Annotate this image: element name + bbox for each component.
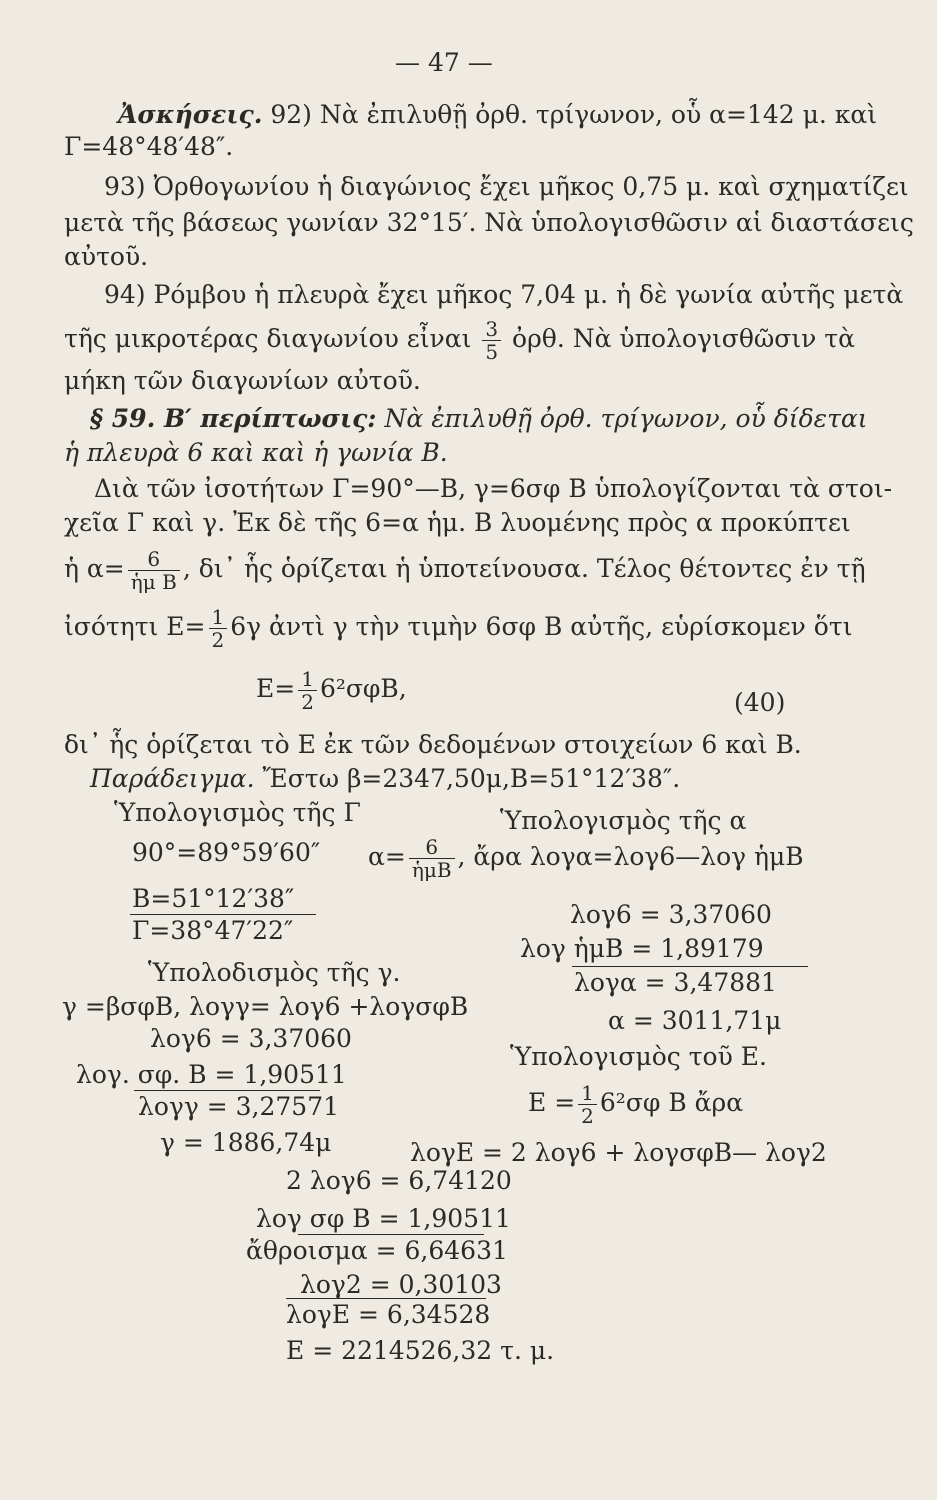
alpha-log-formula: , ἄρα λογα=λογ6—λογ ἡμB (457, 842, 804, 871)
calc-rule (572, 966, 808, 967)
calc-rule (298, 1234, 484, 1235)
paragraph-line-4-rest: 6γ ἀντὶ γ τὴν τιμὴν 6σφ B αὐτῆς, εὑρίσκομεν ὅτι (230, 612, 853, 641)
fraction-numerator: 6 (128, 548, 180, 571)
calc-gamma-cap-result: Γ=38°47′22″ (132, 916, 294, 945)
calc-log-gamma: λογγ = 3,27571 (138, 1092, 340, 1121)
exercise-93-line-2: μετὰ τῆς βάσεως γωνίαν 32°15′. Νὰ ὑπολογισθῶσιν αἱ διαστάσεις (64, 208, 914, 237)
exercise-92-text: 92) Νὰ ἐπιλυθῇ ὀρθ. τρίγωνον, οὗ α=142 μ. καὶ (270, 100, 878, 129)
calc-rule (134, 1090, 320, 1091)
calc-E-heading: Ὑπολογισμὸς τοῦ E. (510, 1042, 767, 1071)
exercise-94-line-1: 94) Ρόμβου ἡ πλευρὰ ἔχει μῆκος 7,04 μ. ἡ δὲ γωνία αὐτῆς μετὰ (104, 280, 904, 309)
calc-log-sinB: λογ ἡμB = 1,89179 (520, 934, 764, 963)
calc-gamma-formula: γ =βσφB, λογγ= λογ6 +λογσφB (62, 992, 469, 1021)
fraction-denominator: ἡμ B (130, 570, 177, 594)
calc-row-5: λογE = 6,34528 (286, 1300, 491, 1329)
equation-number: (40) (734, 688, 786, 717)
section-59-statement: Νὰ ἐπιλυθῇ ὀρθ. τρίγωνον, οὗ δίδεται (384, 404, 868, 433)
section-59-statement-2: ἡ πλευρὰ 6 καὶ καὶ ἡ γωνία B. (64, 438, 448, 467)
calc-log-b: λογ6 = 3,37060 (570, 900, 772, 929)
calc-gamma-heading: Ὑπολοδισμὸς τῆς γ. (148, 958, 401, 987)
paragraph-line-1: Διὰ τῶν ἰσοτήτων Γ=90°—B, γ=6σφ B ὑπολογίζονται τὰ στοι- (94, 474, 893, 503)
fraction-three-fifths (482, 318, 501, 363)
formula-40 (256, 668, 407, 713)
calc-row-2: λογ σφ B = 1,90511 (256, 1204, 511, 1233)
calc-row-3: ἄθροισμα = 6,64631 (246, 1236, 508, 1265)
equality-E: ἰσότητι E= (64, 612, 206, 641)
fraction-numerator: 3 (482, 318, 501, 341)
section-59-heading (90, 404, 868, 434)
fraction-one-half (209, 606, 228, 651)
paragraph-line-3 (64, 548, 866, 593)
calc-rule (130, 914, 316, 915)
exercise-93-line-3: αὐτοῦ. (64, 242, 149, 271)
calc-logE-formula: λογE = 2 λογ6 + λογσφB— λογ2 (410, 1138, 827, 1167)
calc-row-4: λογ2 = 0,30103 (300, 1270, 502, 1299)
calc-row-1: 2 λογ6 = 6,74120 (286, 1166, 512, 1195)
calc-log-alpha: λογα = 3,47881 (574, 968, 777, 997)
calc-alpha-value: α = 3011,71μ (608, 1006, 782, 1035)
calc-gamma-cap-heading: Ὑπολογισμὸς τῆς Γ (114, 798, 361, 827)
exercise-94-line-3: μήκη τῶν διαγωνίων αὐτοῦ. (64, 366, 421, 395)
exercise-92-line-1 (118, 100, 877, 130)
fraction-denominator: 5 (485, 340, 499, 364)
exercise-92-line-2: Γ=48°48′48″. (64, 132, 234, 161)
fraction-6-over-sinB (409, 836, 455, 881)
fraction-numerator: 1 (209, 606, 228, 629)
alpha-eq: α= (368, 842, 406, 871)
calc-B-line: B=51°12′38″ (132, 884, 295, 913)
calc-alpha-formula (368, 836, 804, 881)
paragraph-line-5: δι᾽ ἧς ὁρίζεται τὸ E ἐκ τῶν δεδομένων στοιχείων 6 καὶ B. (64, 730, 802, 759)
fraction-denominator: 2 (581, 1104, 594, 1128)
exercise-94-text-b: ὀρθ. Νὰ ὑπολογισθῶσιν τὰ (512, 324, 855, 353)
calc-row-6: E = 2214526,32 τ. μ. (286, 1336, 555, 1365)
fraction-denominator: 2 (211, 628, 225, 652)
example-text: Ἔστω β=2347,50μ,B=51°12′38″. (262, 764, 681, 793)
fraction-numerator: 1 (298, 668, 317, 691)
section-59-title: § 59. B′ περίπτωσις: (90, 404, 377, 433)
calc-E-formula (528, 1082, 743, 1127)
calc-rule (286, 1298, 486, 1299)
fraction-denominator: 2 (301, 690, 314, 714)
E-formula-rhs: 6²σφ B ἄρα (599, 1088, 744, 1117)
fraction-numerator: 6 (409, 836, 455, 859)
alpha-eq: ἡ α= (64, 554, 125, 583)
calc-log-b-2: λογ6 = 3,37060 (150, 1024, 352, 1053)
example-line (90, 764, 680, 794)
page-number: — 47 — (395, 48, 493, 77)
paragraph-line-4 (64, 606, 853, 651)
fraction-denominator: ἡμB (411, 858, 452, 882)
formula-fraction (298, 668, 317, 713)
formula-rhs: 6²σφB, (319, 674, 407, 703)
calc-alpha-heading: Ὑπολογισμὸς τῆς α (500, 806, 747, 835)
E-eq: E = (528, 1088, 576, 1117)
fraction-one-half (578, 1082, 597, 1127)
formula-lhs: E= (256, 674, 296, 703)
paragraph-line-2: χεῖα Γ καὶ γ. Ἐκ δὲ τῆς 6=α ἡμ. B λυομένης πρὸς α προκύπτει (64, 508, 851, 537)
exercise-93-line-1: 93) Ὀρθογωνίου ἡ διαγώνιος ἔχει μῆκος 0,75 μ. καὶ σχηματίζει (104, 172, 909, 201)
paragraph-line-3-rest: , δι᾽ ἧς ὁρίζεται ἡ ὑποτείνουσα. Τέλος θέτοντες ἐν τῇ (182, 554, 866, 583)
fraction-numerator: 1 (578, 1082, 597, 1105)
calc-log-cotB: λογ. σφ. B = 1,90511 (76, 1060, 347, 1089)
calc-90-line: 90°=89°59′60″ (132, 838, 321, 867)
exercise-94-text-a: τῆς μικροτέρας διαγωνίου εἶναι (64, 324, 472, 353)
exercise-94-line-2 (64, 318, 855, 363)
calc-gamma-value: γ = 1886,74μ (160, 1128, 332, 1157)
fraction-6-over-sinB (128, 548, 180, 593)
exercises-title: Ἀσκήσεις. (118, 100, 263, 129)
example-label: Παράδειγμα. (90, 764, 255, 793)
